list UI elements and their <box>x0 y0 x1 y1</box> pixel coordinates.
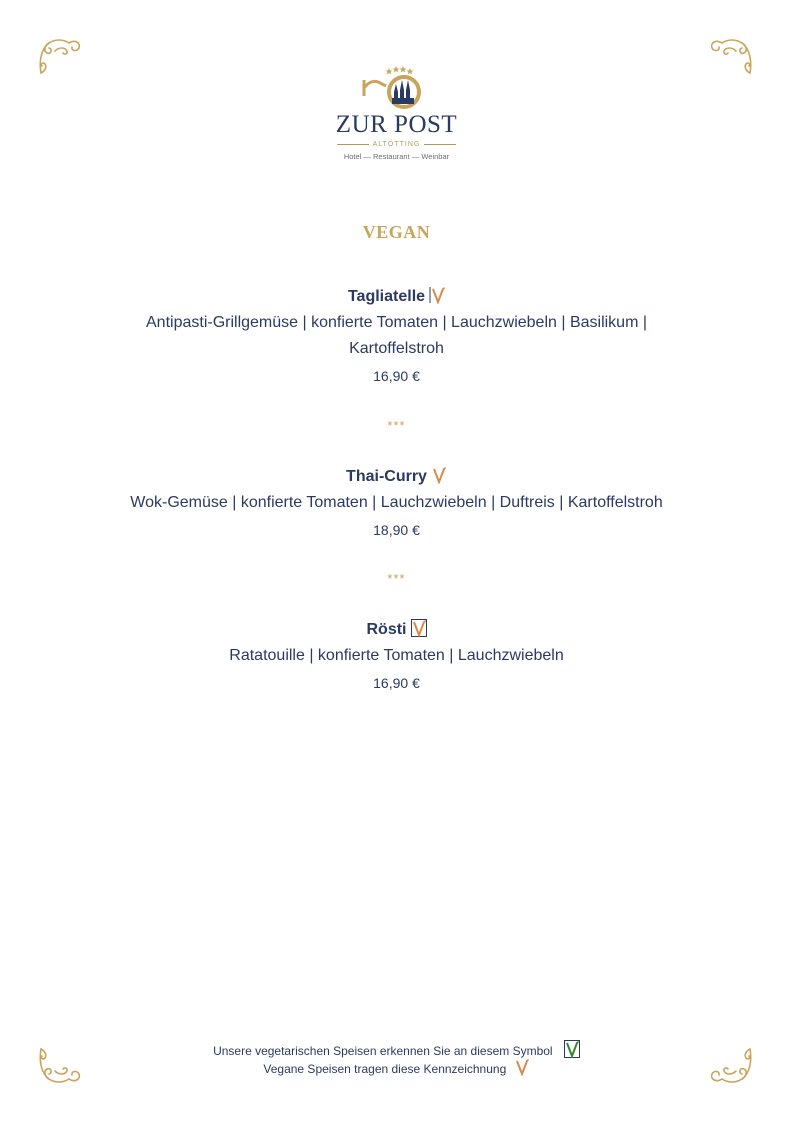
brand-location-text: ALTÖTTING <box>372 141 421 148</box>
dish-title-row <box>0 617 793 643</box>
dish-price: 16,90 € <box>373 368 420 384</box>
menu-item-tagliatelle <box>0 284 793 390</box>
vegan-legend <box>0 1058 793 1078</box>
menu-item-roesti <box>0 617 793 697</box>
brand-tagline: Hotel — Restaurant — Weinbar <box>343 152 450 161</box>
vegan-symbol-icon <box>514 1058 530 1076</box>
vegan-symbol-icon <box>429 286 445 304</box>
brand-location <box>330 140 463 149</box>
dish-description: Ratatouille | konfierte Tomaten | Lauchzwiebeln <box>229 647 564 664</box>
dish-description: Wok-Gemüse | konfierte Tomaten | Lauchzwiebeln | Duftreis | Kartoffelstroh <box>130 494 663 511</box>
dish-title-row <box>0 464 793 490</box>
dish-title: Rösti <box>366 621 407 638</box>
post-horn-church-icon <box>360 62 434 110</box>
corner-ornament-top-right <box>708 35 756 75</box>
dish-title: Tagliatelle <box>347 288 426 305</box>
separator: *** <box>387 418 406 433</box>
vegetarian-legend <box>0 1040 793 1060</box>
brand-logo <box>330 62 463 164</box>
separator: *** <box>387 571 406 586</box>
section-heading: VEGAN <box>362 222 431 242</box>
vegan-note: Vegane Speisen tragen diese Kennzeichnung <box>263 1062 507 1076</box>
dish-description: Antipasti-Grillgemüse | konfierte Tomaten | Lauchzwiebeln | Basilikum | <box>146 314 647 331</box>
brand-name: ZUR POST <box>335 111 458 138</box>
dish-title: Thai-Curry <box>346 468 427 485</box>
menu-item-thai-curry <box>0 464 793 544</box>
corner-ornament-top-left <box>35 35 83 75</box>
vegan-symbol-icon <box>411 619 427 637</box>
vegetarian-symbol-icon <box>564 1040 580 1058</box>
dish-title-row <box>0 284 793 310</box>
dish-description-continued: Kartoffelstroh <box>349 340 444 357</box>
dish-price: 16,90 € <box>373 675 420 691</box>
vegan-symbol-icon <box>431 466 447 484</box>
vegetarian-note: Unsere vegetarischen Speisen erkennen Sie an diesem Symbol <box>213 1044 553 1058</box>
dish-price: 18,90 € <box>373 522 420 538</box>
